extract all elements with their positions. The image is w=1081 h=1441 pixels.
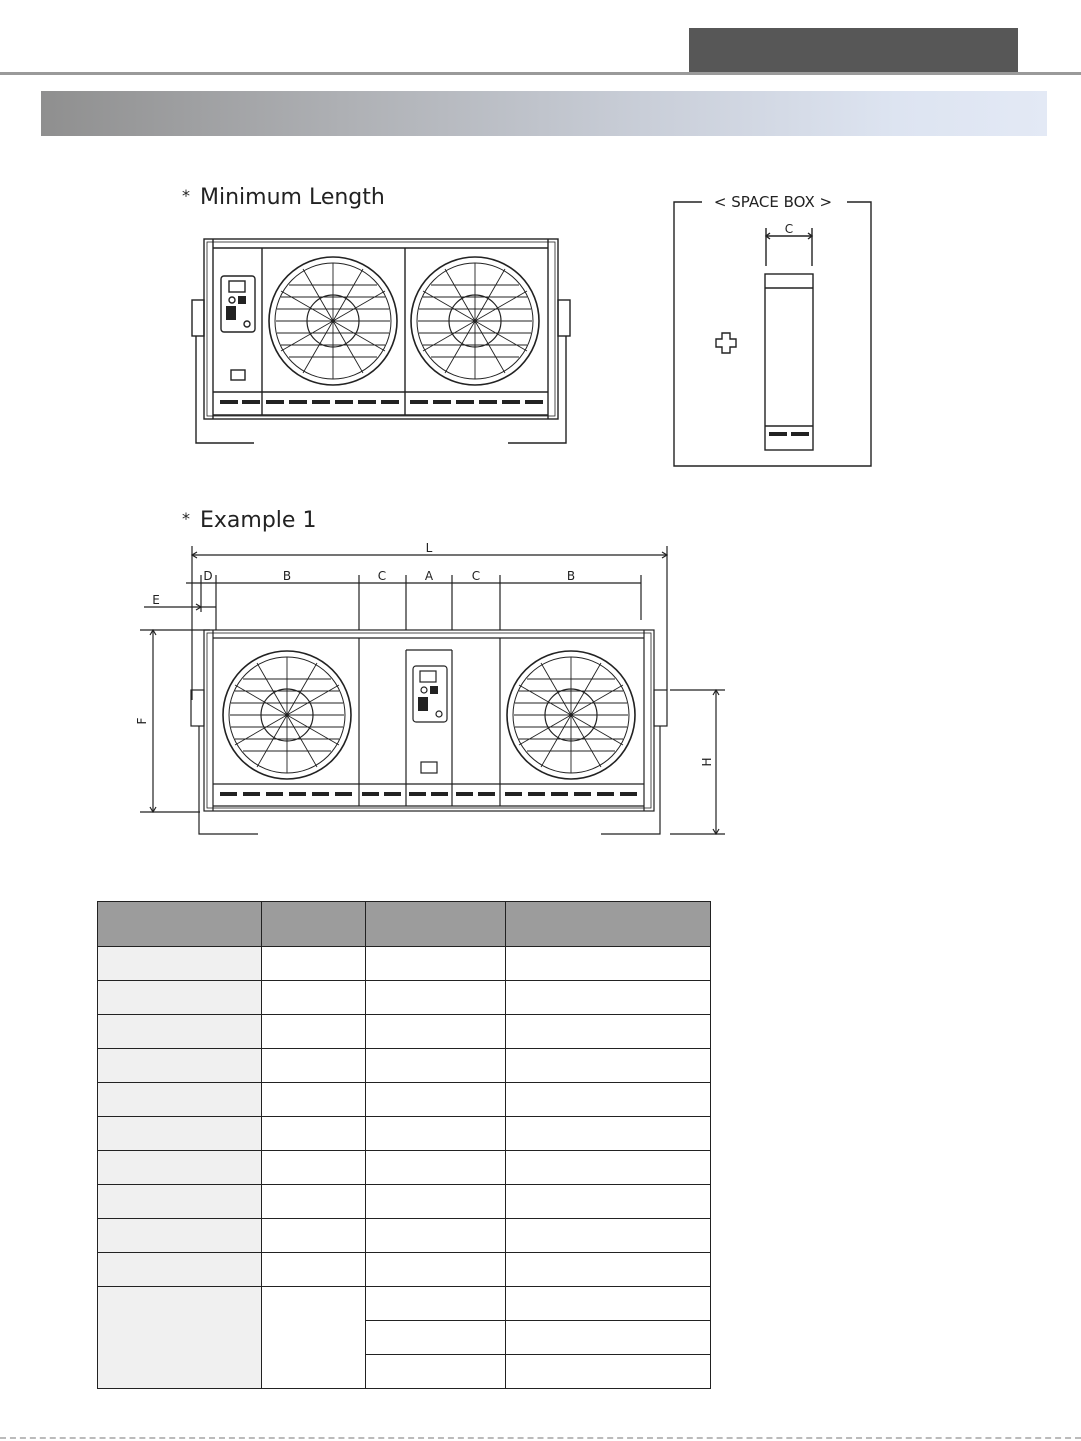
fan-right <box>411 257 539 385</box>
table-cell <box>366 1287 506 1321</box>
table-cell <box>366 981 506 1015</box>
table-cell <box>506 1015 711 1049</box>
table-header-cell <box>366 902 506 947</box>
table-cell <box>506 1219 711 1253</box>
table-cell <box>262 1049 366 1083</box>
header-tab <box>689 28 1018 72</box>
minimum-length-caption <box>182 185 385 210</box>
table-row-header <box>98 1253 262 1287</box>
table-row <box>98 1151 711 1185</box>
table-cell <box>366 1083 506 1117</box>
table-cell <box>506 1151 711 1185</box>
footer-rule <box>0 1437 1081 1439</box>
table-cell <box>506 1253 711 1287</box>
right-foot <box>508 336 566 443</box>
table-cell <box>366 947 506 981</box>
table-cell <box>262 1151 366 1185</box>
table-cell <box>506 947 711 981</box>
table-row-header <box>98 1287 262 1389</box>
dim-label-C-left: C <box>377 569 387 583</box>
space-module <box>765 274 813 450</box>
table-row <box>98 1117 711 1151</box>
left-bracket <box>191 690 204 726</box>
dim-label-D: D <box>203 569 213 583</box>
table-row <box>98 1253 711 1287</box>
dim-label-H: H <box>700 757 714 767</box>
table-cell <box>366 1015 506 1049</box>
dim-label-F: F <box>135 717 149 725</box>
table-cell <box>262 1185 366 1219</box>
table-cell <box>262 981 366 1015</box>
table-row-header <box>98 1015 262 1049</box>
table-row <box>98 1219 711 1253</box>
right-bracket <box>654 690 667 726</box>
table-row-header <box>98 1185 262 1219</box>
table-row-header <box>98 1219 262 1253</box>
table-row-header <box>98 1117 262 1151</box>
dimension-table <box>97 901 711 1389</box>
table-row <box>98 947 711 981</box>
table-row-header <box>98 1151 262 1185</box>
table-cell <box>366 1185 506 1219</box>
table-header-row <box>98 902 711 947</box>
fan-left <box>223 651 351 779</box>
left-bracket <box>192 300 204 336</box>
label-strip <box>220 400 543 404</box>
dim-label-B-right: B <box>566 569 576 583</box>
table-cell <box>506 981 711 1015</box>
table-cell <box>262 1287 366 1389</box>
table-cell <box>506 1083 711 1117</box>
power-switch <box>421 762 437 773</box>
table-cell <box>262 1015 366 1049</box>
table-cell <box>366 1219 506 1253</box>
caption-text: Example 1 <box>200 508 317 533</box>
cross-icon <box>716 333 736 353</box>
minimum-length-drawing <box>185 232 580 450</box>
table-cell <box>366 1321 506 1355</box>
table-row-header <box>98 1083 262 1117</box>
table-cell <box>262 947 366 981</box>
table-row <box>98 1287 711 1321</box>
right-bracket <box>558 300 570 336</box>
caption-marker: * <box>182 509 190 528</box>
table-cell <box>366 1253 506 1287</box>
table-header-cell <box>506 902 711 947</box>
power-switch <box>231 370 245 380</box>
table-row <box>98 1185 711 1219</box>
table-row <box>98 981 711 1015</box>
dim-label-C-right: C <box>471 569 481 583</box>
table-row <box>98 1015 711 1049</box>
caption-text: Minimum Length <box>200 185 385 210</box>
space-box-title: < SPACE BOX > <box>713 193 833 211</box>
example-drawing <box>135 538 735 842</box>
table-cell <box>366 1049 506 1083</box>
dim-label-A: A <box>424 569 434 583</box>
table-header-cell <box>98 902 262 947</box>
dim-label-E: E <box>152 593 160 607</box>
table-cell <box>506 1355 711 1389</box>
table-cell <box>366 1117 506 1151</box>
table-cell <box>506 1049 711 1083</box>
table-row <box>98 1083 711 1117</box>
table-row-header <box>98 947 262 981</box>
table-row <box>98 1049 711 1083</box>
table-cell <box>506 1185 711 1219</box>
space-box-dimension: C <box>784 222 794 236</box>
header-rule <box>0 72 1081 75</box>
example-caption <box>182 508 316 533</box>
table-cell <box>262 1253 366 1287</box>
dim-label-L: L <box>425 541 433 555</box>
table-header-cell <box>262 902 366 947</box>
caption-marker: * <box>182 186 190 205</box>
fan-left <box>269 257 397 385</box>
table-cell <box>366 1151 506 1185</box>
table-cell <box>366 1355 506 1389</box>
fan-right <box>507 651 635 779</box>
table-cell <box>506 1117 711 1151</box>
label-strip <box>220 792 637 796</box>
table-row-header <box>98 1049 262 1083</box>
table-row-header <box>98 981 262 1015</box>
table-cell <box>262 1083 366 1117</box>
space-box <box>672 190 874 470</box>
table-cell <box>262 1117 366 1151</box>
table-cell <box>262 1219 366 1253</box>
section-title-band <box>41 91 1047 136</box>
table-cell <box>506 1287 711 1321</box>
dim-label-B-left: B <box>282 569 292 583</box>
table-cell <box>506 1321 711 1355</box>
